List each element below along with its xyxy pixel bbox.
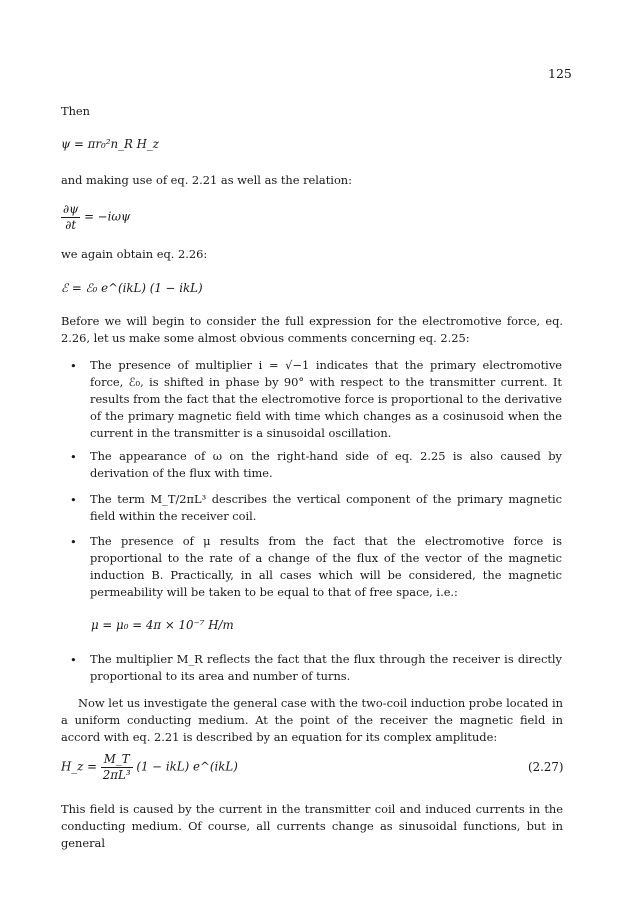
equation-number: (2.27) xyxy=(528,760,564,774)
equation-mu: μ = μ₀ = 4π × 10⁻⁷ H/m xyxy=(91,618,234,632)
bullet-dot: • xyxy=(70,450,77,464)
paragraph-then: Then xyxy=(61,104,91,118)
paragraph-this-field: This field is caused by the current in the transmitter coil and induced currents in the conducting medium. Of course, all currents change as sinusoidal functions, but in general xyxy=(61,802,563,850)
bullet-dot: • xyxy=(70,653,77,667)
equation-rhs: = −iωψ xyxy=(84,209,131,224)
equation-dpsi-dt xyxy=(61,202,130,233)
bullet-dot: • xyxy=(70,535,77,549)
fraction-denominator: 2πL³ xyxy=(102,768,131,782)
paragraph-making-use: and making use of eq. 2.21 as well as the relation: xyxy=(61,173,352,187)
paragraph-now-let: Now let us investigate the general case with the two-coil induction probe located in a uniform conducting medium. At the point of the receiver the magnetic field in accord with eq. 2.21 is described by an equation for its complex amplitude: xyxy=(61,696,563,744)
fraction-dpsi-dt xyxy=(61,202,80,233)
fraction-mt-2pil3 xyxy=(101,752,133,783)
bullet-text: The presence of μ results from the fact that the electromotive force is proportional to the rate of a change of the flux of the vector of the magnetic induction B. Practically, in all cases which will be considered, the magnetic permeability will be taken to be equal to that of free space, i.e.: xyxy=(90,534,562,599)
fraction-numerator: ∂ψ xyxy=(63,202,79,216)
equation-psi: ψ = πr₀²n_R H_z xyxy=(61,137,160,151)
equation-hz xyxy=(61,752,238,783)
paragraph-before: Before we will begin to consider the full expression for the electromotive force, eq. 2.26, let us make some almost obvious comments concerning eq. 2.25: xyxy=(61,314,563,345)
page-number: 125 xyxy=(548,66,572,81)
bullet-dot: • xyxy=(70,359,77,373)
bullet-text: The term M_T/2πL³ describes the vertical component of the primary magnetic field within the receiver coil. xyxy=(90,492,562,523)
fraction-denominator: ∂t xyxy=(65,218,77,232)
bullet-text: The presence of multiplier i = √−1 indicates that the primary electromotive force, ℰ₀, is shifted in phase by 90° with respect to the transmitter current. It results from the fact that the electromotive force is proportional to the derivative of the primary magnetic field with time which changes as a cosinusoid when the current in the transmitter is a sinusoidal oscillation. xyxy=(90,358,562,440)
equation-emf: ℰ = ℰ₀ e^(ikL) (1 − ikL) xyxy=(61,281,203,295)
fraction-numerator: M_T xyxy=(101,752,133,768)
equation-lhs: H_z = xyxy=(61,759,98,774)
equation-rhs: (1 − ikL) e^(ikL) xyxy=(136,759,238,774)
bullet-text: The appearance of ω on the right-hand side of eq. 2.25 is also caused by derivation of the flux with time. xyxy=(90,449,562,480)
bullet-dot: • xyxy=(70,493,77,507)
paragraph-again: we again obtain eq. 2.26: xyxy=(61,247,208,261)
bullet-text: The multiplier M_R reflects the fact that the flux through the receiver is directly proportional to its area and number of turns. xyxy=(90,652,562,683)
